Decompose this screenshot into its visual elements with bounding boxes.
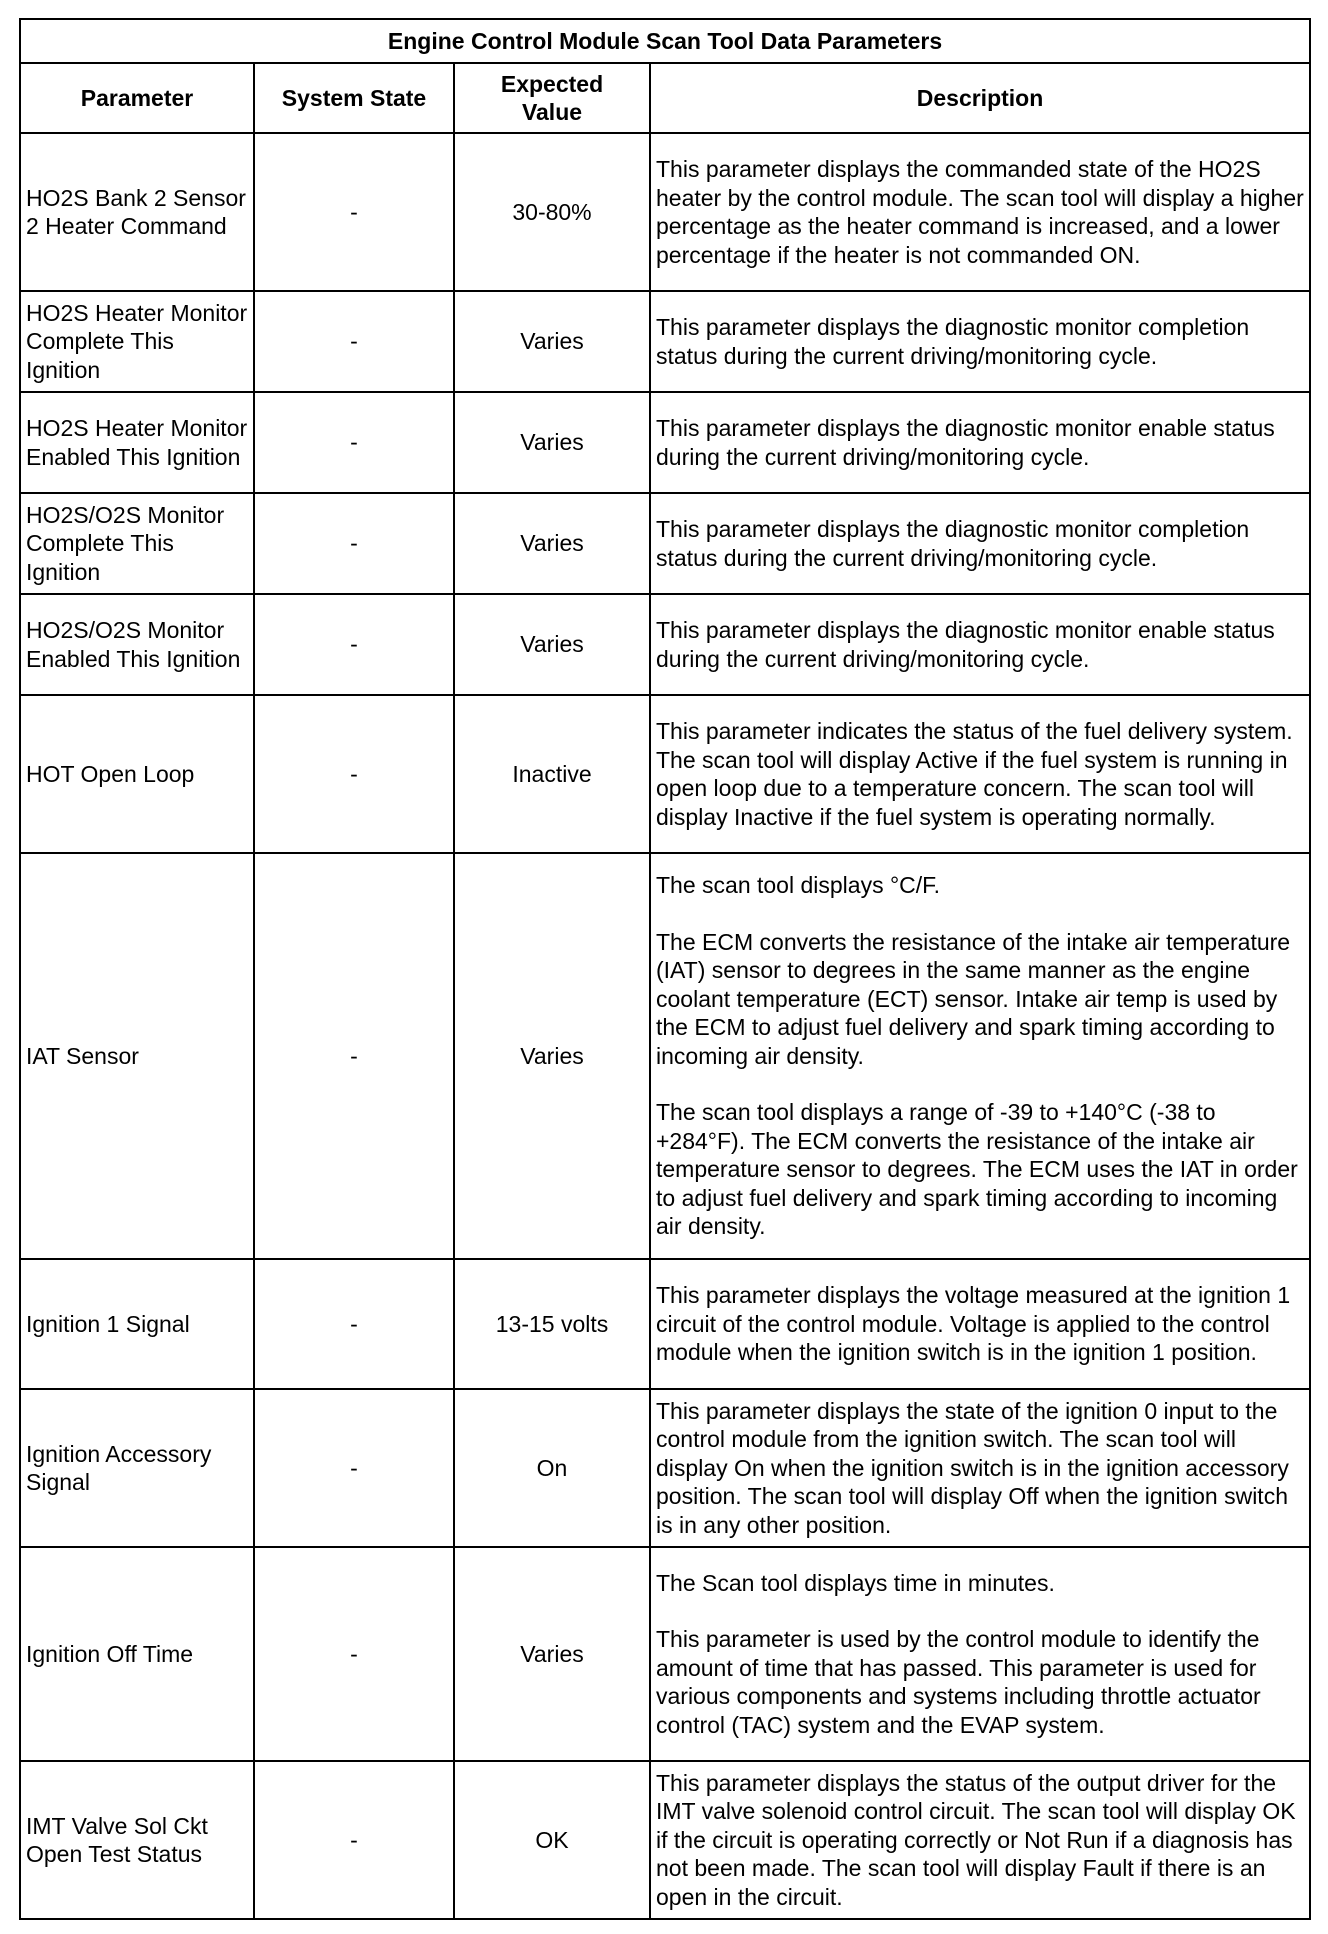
system-state-cell: - <box>254 493 454 594</box>
description-cell <box>650 1761 1310 1919</box>
table-row <box>20 133 1310 291</box>
description-paragraph: The ECM converts the resistance of the intake air temperature (IAT) sensor to degrees in the same manner as the engine coolant temperature (ECT) sensor. Intake air temp is used by the ECM to adjust fuel delivery and spark timing according to incoming air density. <box>656 928 1291 1069</box>
system-state-cell: - <box>254 1389 454 1547</box>
parameter-cell: HO2S Heater Monitor Enabled This Ignition <box>20 392 254 493</box>
system-state-cell: - <box>254 133 454 291</box>
description-paragraph: This parameter displays the state of the ignition 0 input to the control module from the ignition switch. The scan tool will display On when the ignition switch is in the ignition accessory position. The scan tool will display Off when the ignition switch is in any other position. <box>656 1397 1289 1538</box>
expected-value-cell: 30-80% <box>454 133 650 291</box>
expected-value-cell: Varies <box>454 1547 650 1761</box>
description-paragraph: This parameter displays the status of the output driver for the IMT valve solenoid control circuit. The scan tool will display OK if the circuit is operating correctly or Not Run if a diagnosis has not been made. The scan tool will display Fault if there is an open in the circuit. <box>656 1769 1296 1910</box>
system-state-cell: - <box>254 392 454 493</box>
parameter-cell: HO2S/O2S Monitor Enabled This Ignition <box>20 594 254 695</box>
expected-value-cell: Varies <box>454 392 650 493</box>
scan-tool-data-table <box>19 18 1311 1920</box>
description-paragraph: This parameter is used by the control module to identify the amount of time that has passed. This parameter is used for various components and systems including throttle actuator control (TAC) system and the EVAP system. <box>656 1626 1261 1738</box>
description-cell <box>650 493 1310 594</box>
parameter-cell: Ignition Off Time <box>20 1547 254 1761</box>
table-row <box>20 1761 1310 1919</box>
description-cell <box>650 594 1310 695</box>
parameter-cell: Ignition Accessory Signal <box>20 1389 254 1547</box>
system-state-cell: - <box>254 1761 454 1919</box>
expected-value-cell: On <box>454 1389 650 1547</box>
description-paragraph: This parameter displays the diagnostic monitor completion status during the current driving/monitoring cycle. <box>656 516 1250 571</box>
parameter-cell: HO2S Heater Monitor Complete This Ignition <box>20 291 254 392</box>
parameter-cell: IAT Sensor <box>20 853 254 1259</box>
table-row <box>20 1547 1310 1761</box>
table-row <box>20 594 1310 695</box>
expected-value-cell: Inactive <box>454 695 650 853</box>
description-paragraph: This parameter displays the commanded state of the HO2S heater by the control module. The scan tool will display a higher percentage as the heater command is increased, and a lower percentage if the heater is not commanded ON. <box>656 156 1304 268</box>
description-paragraph: This parameter displays the diagnostic monitor enable status during the current driving/monitoring cycle. <box>656 415 1275 470</box>
table-row <box>20 291 1310 392</box>
table-row <box>20 392 1310 493</box>
expected-value-cell: OK <box>454 1761 650 1919</box>
header-expected-value <box>454 63 650 133</box>
system-state-cell: - <box>254 291 454 392</box>
header-system-state: System State <box>254 63 454 133</box>
expected-value-cell: Varies <box>454 493 650 594</box>
description-cell <box>650 1547 1310 1761</box>
parameter-cell: HO2S Bank 2 Sensor 2 Heater Command <box>20 133 254 291</box>
table-row <box>20 493 1310 594</box>
description-paragraph: This parameter indicates the status of the fuel delivery system. The scan tool will display Active if the fuel system is running in open loop due to a temperature concern. The scan tool will display Inactive if the fuel system is operating normally. <box>656 718 1293 830</box>
description-paragraph: The scan tool displays °C/F. <box>656 872 941 899</box>
parameter-cell: HOT Open Loop <box>20 695 254 853</box>
expected-value-cell: Varies <box>454 594 650 695</box>
table-row <box>20 1259 1310 1389</box>
table-row <box>20 695 1310 853</box>
expected-value-cell: Varies <box>454 853 650 1259</box>
parameter-cell: IMT Valve Sol Ckt Open Test Status <box>20 1761 254 1919</box>
description-cell <box>650 853 1310 1259</box>
parameter-cell: Ignition 1 Signal <box>20 1259 254 1389</box>
header-expected-line2: Value <box>521 99 583 125</box>
description-cell <box>650 1389 1310 1547</box>
system-state-cell: - <box>254 1259 454 1389</box>
header-expected-line1: Expected <box>500 71 604 97</box>
description-cell <box>650 392 1310 493</box>
header-parameter: Parameter <box>20 63 254 133</box>
table-row <box>20 853 1310 1259</box>
description-cell <box>650 1259 1310 1389</box>
description-paragraph: This parameter displays the voltage measured at the ignition 1 circuit of the control module. Voltage is applied to the control module when the ignition switch is in the ignition 1 position. <box>656 1282 1291 1366</box>
description-paragraph: This parameter displays the diagnostic monitor completion status during the current driving/monitoring cycle. <box>656 314 1250 369</box>
table-row <box>20 1389 1310 1547</box>
description-cell <box>650 291 1310 392</box>
table-title: Engine Control Module Scan Tool Data Parameters <box>20 19 1310 63</box>
description-paragraph: This parameter displays the diagnostic monitor enable status during the current driving/monitoring cycle. <box>656 617 1275 672</box>
description-paragraph: The Scan tool displays time in minutes. <box>656 1569 1055 1596</box>
expected-value-cell: Varies <box>454 291 650 392</box>
system-state-cell: - <box>254 1547 454 1761</box>
system-state-cell: - <box>254 695 454 853</box>
expected-value-cell: 13-15 volts <box>454 1259 650 1389</box>
system-state-cell: - <box>254 853 454 1259</box>
header-description: Description <box>650 63 1310 133</box>
parameter-cell: HO2S/O2S Monitor Complete This Ignition <box>20 493 254 594</box>
system-state-cell: - <box>254 594 454 695</box>
description-cell <box>650 695 1310 853</box>
description-cell <box>650 133 1310 291</box>
description-paragraph: The scan tool displays a range of -39 to +140°C (-38 to +284°F). The ECM converts the resistance of the intake air temperature sensor to degrees. The ECM uses the IAT in order to adjust fuel delivery and spark timing according to incoming air density. <box>656 1099 1298 1240</box>
